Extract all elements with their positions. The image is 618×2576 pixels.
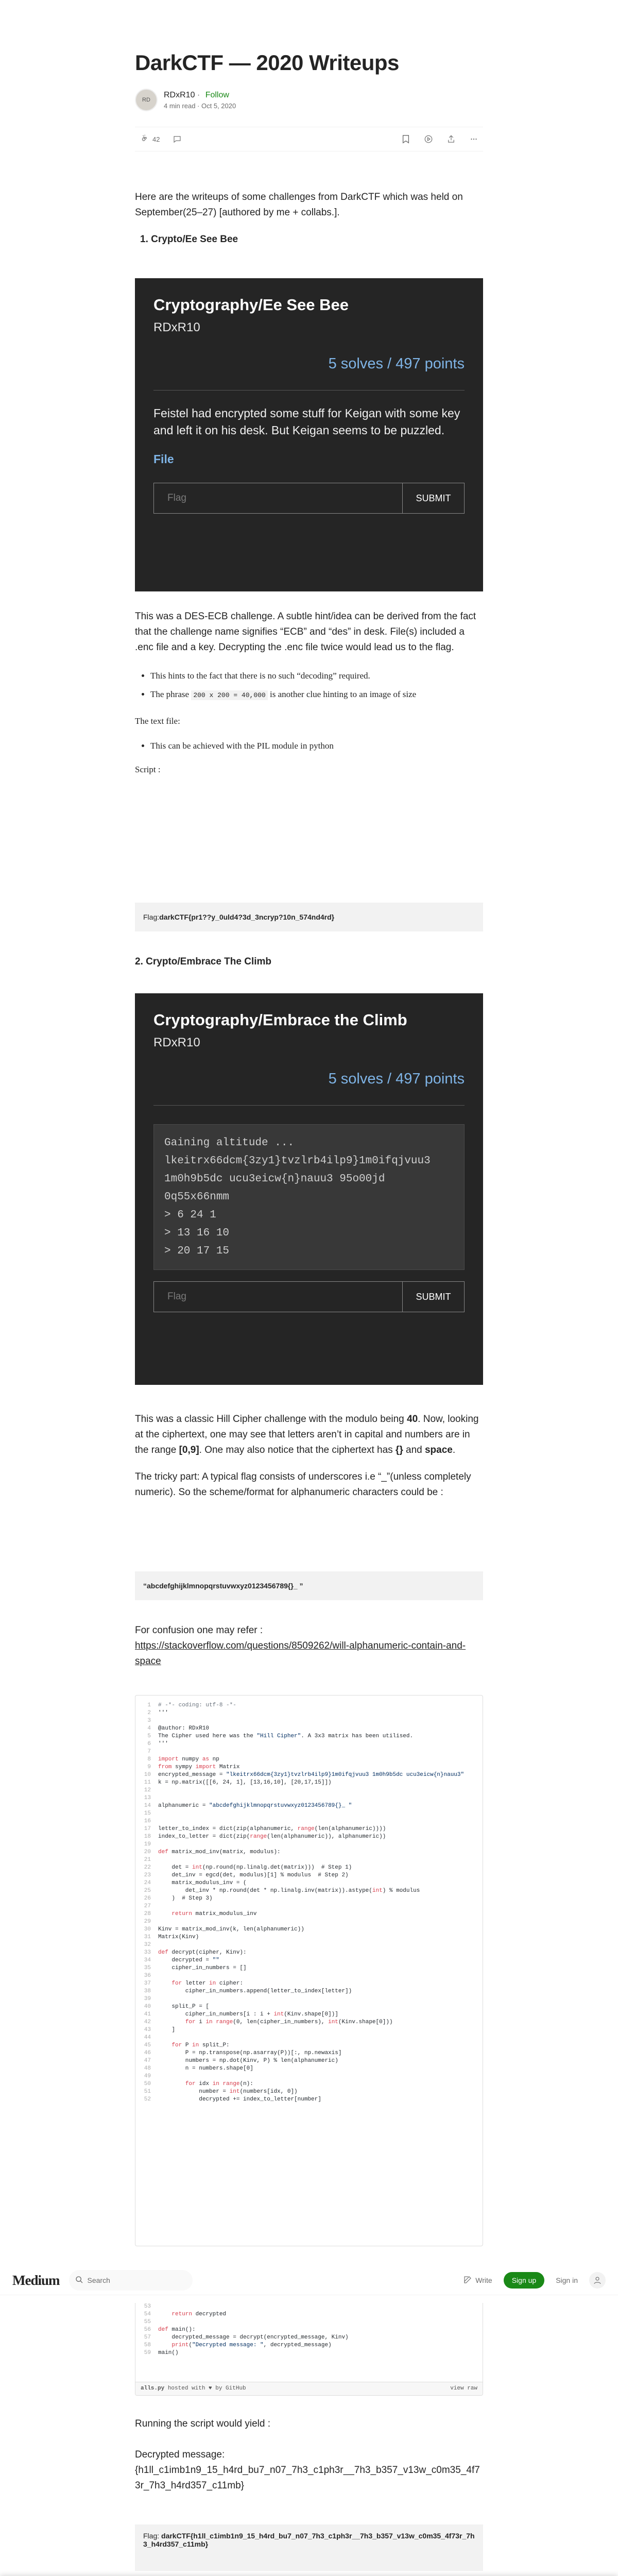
text: 40: [407, 1414, 418, 1425]
code-line: [135, 1856, 483, 1864]
code-line: [135, 1740, 483, 1748]
code-text: import numpy as np: [158, 1756, 219, 1762]
intro-paragraph: Here are the writeups of some challenges from DarkCTF which was held on September(25–27) [authored by me + collabs.].: [135, 192, 463, 218]
code-line: [135, 2026, 483, 2034]
share-icon[interactable]: [446, 134, 456, 144]
hint-bullet-2: [150, 687, 483, 703]
line-number: 42: [144, 2019, 151, 2025]
code-line: [135, 1949, 483, 1957]
code-line: [135, 1787, 483, 1794]
separator-dot: ·: [197, 90, 200, 99]
line-number: 14: [144, 1803, 151, 1809]
code-line: [135, 1980, 483, 1988]
code-text: return decrypted: [171, 2311, 227, 2317]
challenge-card-2: [135, 993, 483, 1385]
code-line: [135, 2349, 483, 2357]
code-text: Matrix(Kinv): [158, 1934, 199, 1940]
code-line: [135, 1872, 483, 1879]
line-number: 25: [144, 1888, 151, 1894]
challenge-terminal: [153, 1124, 465, 1270]
line-number: 3: [147, 1718, 151, 1724]
listen-icon[interactable]: [423, 134, 434, 144]
code-line: [135, 1910, 483, 1918]
line-number: 12: [144, 1787, 151, 1793]
code-text: cipher_in_numbers[i : i + int(Kinv.shape[0])]: [158, 2011, 338, 2018]
code-line: [135, 1794, 483, 1802]
line-number: 16: [144, 1818, 151, 1824]
code-text: for idx in range(n):: [185, 2081, 253, 2087]
section-heading-2: [135, 954, 483, 970]
code-text: number = int(numbers[idx, 0]): [158, 2089, 298, 2095]
author-avatar[interactable]: RD: [135, 89, 158, 111]
code-text: numbers = np.dot(Kinv, P) % len(alphanumeric): [158, 2058, 338, 2064]
hint-bullet-3: • This can be achieved with the PIL module in python: [150, 739, 483, 753]
code-line: [135, 1972, 483, 1980]
article-title: DarkCTF — 2020 Writeups: [135, 50, 399, 75]
code-line: [135, 1887, 483, 1895]
line-number: 57: [144, 2334, 151, 2341]
code-line: [135, 1802, 483, 1810]
code-line: [135, 1957, 483, 1964]
code-line: [135, 2311, 483, 2318]
code-text: cipher_in_numbers = []: [158, 1965, 247, 1971]
code-text: main(): [158, 2350, 179, 2356]
text: [0,9]: [179, 1445, 199, 1455]
challenge-2-writeup: [135, 1412, 483, 1500]
code-line: [135, 1849, 483, 1856]
gist-footer: [135, 2382, 483, 2395]
line-number: 13: [144, 1795, 151, 1801]
line-number: 9: [147, 1764, 151, 1770]
refer-text: For confusion one may refer :: [135, 1625, 263, 1636]
author-name[interactable]: RDxR10: [164, 90, 195, 99]
line-number: 28: [144, 1911, 151, 1917]
code-line: [135, 1841, 483, 1849]
decrypted-section: [135, 2416, 483, 2494]
section-number: 2.: [135, 956, 143, 967]
submit-button[interactable]: SUBMIT: [402, 1282, 464, 1312]
line-number: 50: [144, 2081, 151, 2087]
flag-block-1: [135, 903, 483, 931]
flag-form: [153, 483, 465, 514]
code-line: [135, 1941, 483, 1949]
code-line: [135, 2034, 483, 2042]
code-text: letter_to_index = dict(zip(alphanumeric, range(len(alphanumeric)))): [158, 1826, 386, 1832]
challenge-author: RDxR10: [153, 320, 200, 334]
code-line: [135, 2011, 483, 2019]
code-text: def decrypt(cipher, Kinv):: [158, 1950, 247, 1956]
code-text: ''': [158, 1710, 168, 1716]
decrypted-message: {h1ll_c1imb1n9_15_h4rd_bu7_n07_7h3_c1ph3r__7h3_b357_v13w_c0m35_4f73r_7h3_h4rd357_c11mb}: [135, 2465, 480, 2491]
code-line: [135, 2303, 483, 2311]
text: . Now, looking at the ciphertext, one may see that letters aren’t in capital and numbers are in the range: [135, 1414, 479, 1455]
code-line: [135, 2042, 483, 2049]
flag-value: darkCTF{h1ll_c1imb1n9_15_h4rd_bu7_n07_7h3_c1ph3r__7h3_b357_v13w_c0m35_4f73r_7h3_h4rd357_c11mb}: [143, 2532, 475, 2548]
line-number: 40: [144, 2004, 151, 2010]
code-text: k = np.matrix([[6, 24, 1], [13,16,10], [20,17,15]]): [158, 1780, 332, 1786]
code-text: from sympy import Matrix: [158, 1764, 240, 1770]
code-text: decrypted += index_to_letter[number]: [158, 2096, 321, 2103]
code-text: alphanumeric = "abcdefghijklmnopqrstuvwxyz0123456789{}_ ": [158, 1803, 352, 1809]
code-text: split_P = [: [158, 2004, 210, 2010]
code-text: det = int(np.round(np.linalg.det(matrix))) # Step 1): [158, 1865, 352, 1871]
code-line: [135, 1756, 483, 1764]
code-line: [135, 2065, 483, 2073]
code-line: [135, 1725, 483, 1733]
file-link[interactable]: File: [153, 452, 174, 466]
gist-code: [135, 2303, 483, 2357]
line-number: 34: [144, 1957, 151, 1963]
line-number: 38: [144, 1988, 151, 1994]
bullet-text: The phrase: [150, 689, 192, 699]
line-number: 52: [144, 2096, 151, 2103]
clap-icon[interactable]: [139, 134, 149, 144]
challenge-1-writeup: [135, 609, 483, 775]
line-number: 26: [144, 1895, 151, 1902]
code-text: det_inv * np.round(det * np.linalg.inv(matrix)).astype(int) % modulus: [158, 1888, 420, 1894]
running-text: Running the script would yield :: [135, 2418, 270, 2429]
gist-code: [135, 1702, 483, 2104]
code-line: [135, 1748, 483, 1756]
line-number: 41: [144, 2011, 151, 2018]
code-text: return matrix_modulus_inv: [171, 1911, 257, 1917]
line-number: 58: [144, 2342, 151, 2348]
publish-date: Oct 5, 2020: [201, 101, 236, 110]
action-bar: [135, 127, 483, 151]
line-number: 22: [144, 1865, 151, 1871]
line-number: 15: [144, 1810, 151, 1817]
article-header: [135, 49, 483, 151]
challenge-title: Cryptography/Embrace the Climb: [153, 1011, 407, 1029]
line-number: 1: [147, 1702, 151, 1708]
line-number: 45: [144, 2042, 151, 2048]
terminal-line: 0q55x66nmm: [164, 1191, 230, 1203]
line-number: 20: [144, 1849, 151, 1855]
more-icon[interactable]: [469, 134, 479, 144]
medium-topbar: [0, 2266, 618, 2295]
code-line: [135, 1818, 483, 1825]
code-line: [135, 1733, 483, 1740]
challenge-description: Feistel had encrypted some stuff for Keigan with some key and left it on his desk. But Keigan seems to be puzzled.: [153, 406, 460, 437]
line-number: 2: [147, 1710, 151, 1716]
line-number: 56: [144, 2327, 151, 2333]
terminal-line: 1m0h9b5dc ucu3eicw{n}nauu3 95o00jd: [164, 1173, 385, 1185]
stackoverflow-link[interactable]: https://stackoverflow.com/questions/8509262/will-alphanumeric-contain-and-space: [135, 1640, 466, 1667]
code-text: P = np.transpose(np.asarray(P))[:, np.newaxis]: [158, 2050, 342, 2056]
signin-link[interactable]: Sign in: [556, 2276, 578, 2284]
code-line: [135, 2342, 483, 2349]
flag-block-2: [135, 2524, 483, 2571]
script-label: Script :: [135, 765, 161, 774]
flag-value: darkCTF{pr1??y_0uld4?3d_3ncryp?10n_574nd4rd}: [159, 913, 335, 921]
code-line: [135, 2326, 483, 2334]
code-text: det_inv = egcd(det, modulus)[1] % modulus # Step 2): [158, 1872, 349, 1878]
code-line: [135, 1903, 483, 1910]
flag-input[interactable]: Flag: [167, 1291, 186, 1302]
code-line: [135, 1918, 483, 1926]
line-number: 7: [147, 1749, 151, 1755]
view-raw-link[interactable]: view raw: [450, 2385, 477, 2392]
gist-filename[interactable]: alls.py: [141, 2385, 165, 2392]
line-number: 51: [144, 2089, 151, 2095]
code-line: [135, 1926, 483, 1934]
code-line: [135, 1879, 483, 1887]
text: space: [424, 1445, 453, 1455]
inline-code: 200 x 200 = 40,000: [191, 690, 267, 700]
comment-icon[interactable]: [172, 134, 182, 144]
text: {}: [395, 1445, 403, 1455]
line-number: 59: [144, 2350, 151, 2356]
line-number: 18: [144, 1834, 151, 1840]
code-line: [135, 1864, 483, 1872]
line-number: 24: [144, 1880, 151, 1886]
terminal-line: > 20 17 15: [164, 1245, 230, 1257]
code-text: @author: RDxR10: [158, 1725, 210, 1732]
line-number: 43: [144, 2027, 151, 2033]
challenge-solves: 5 solves / 497 points: [328, 355, 465, 372]
flag-input[interactable]: Flag: [167, 493, 186, 503]
section-title: Crypto/Embrace The Climb: [146, 956, 272, 967]
code-text: Kinv = matrix_mod_inv(k, len(alphanumeric)): [158, 1926, 304, 1933]
terminal-line: > 6 24 1: [164, 1209, 216, 1221]
search-bar[interactable]: [69, 2270, 193, 2291]
code-line: [135, 1895, 483, 1903]
code-line: [135, 1833, 483, 1841]
write-label: Write: [475, 2276, 492, 2284]
code-line: [135, 1964, 483, 1972]
bullet-text: is another clue hinting to an image of size: [267, 689, 417, 699]
decrypted-label: Decrypted message:: [135, 2449, 225, 2460]
intro-section: [135, 190, 483, 247]
refer-section: [135, 1623, 483, 1669]
flag-form: [153, 1281, 465, 1312]
text-file-label: The text file:: [135, 716, 180, 726]
follow-link[interactable]: Follow: [205, 90, 229, 99]
line-number: 21: [144, 1857, 151, 1863]
line-number: 4: [147, 1725, 151, 1732]
section-2-heading-wrap: [135, 954, 483, 970]
line-number: 54: [144, 2311, 151, 2317]
writeup-paragraph: This was a DES-ECB challenge. A subtle hint/idea can be derived from the fact that the challenge name signifies “ECB” and “des” in desk. File(s) included a .enc file and a key. Decrypting the .enc file twice would lead us to the flag.: [135, 611, 476, 653]
code-line: [135, 1995, 483, 2003]
line-number: 19: [144, 1841, 151, 1848]
text: and: [403, 1445, 425, 1455]
code-text: The Cipher used here was the "Hill Cipher". A 3x3 matrix has been utilised.: [158, 1733, 414, 1739]
code-text: index_to_letter = dict(zip(range(len(alphanumeric)), alphanumeric)): [158, 1834, 386, 1840]
code-text: def main():: [158, 2327, 196, 2333]
line-number: 6: [147, 1741, 151, 1747]
line-number: 27: [144, 1903, 151, 1909]
line-number: 30: [144, 1926, 151, 1933]
code-text: matrix_modulus_inv = (: [158, 1880, 247, 1886]
code-line: [135, 2080, 483, 2088]
line-number: 48: [144, 2065, 151, 2072]
terminal-line: lkeitrx66dcm{3zy1}tvzlrb4ilp9}1m0ifqjvuu3: [164, 1155, 431, 1167]
line-number: 35: [144, 1965, 151, 1971]
challenge-solves: 5 solves / 497 points: [328, 1071, 465, 1087]
code-line: [135, 1709, 483, 1717]
code-text: print("Decrypted message: ", decrypted_message): [171, 2342, 332, 2348]
text: This was a classic Hill Cipher challenge with the modulo being: [135, 1414, 407, 1425]
code-line: [135, 1702, 483, 1709]
code-line: [135, 2049, 483, 2057]
line-number: 8: [147, 1756, 151, 1762]
code-line: [135, 2073, 483, 2080]
line-number: 44: [144, 2035, 151, 2041]
code-text: decrypted = "": [158, 1957, 219, 1963]
code-line: [135, 2019, 483, 2026]
code-line: [135, 1810, 483, 1818]
text: . One may also notice that the ciphertext has: [199, 1445, 396, 1455]
line-number: 32: [144, 1942, 151, 1948]
submit-button[interactable]: SUBMIT: [402, 483, 464, 513]
line-number: 49: [144, 2073, 151, 2079]
alphabet-block: “abcdefghijklmnopqrstuvwxyz0123456789{}_ ”: [135, 1571, 483, 1600]
line-number: 23: [144, 1872, 151, 1878]
code-text: # -*- coding: utf-8 -*-: [158, 1702, 236, 1708]
signup-button[interactable]: Sign up: [504, 2272, 544, 2289]
challenge-card-1: [135, 278, 483, 591]
user-icon[interactable]: [589, 2272, 606, 2289]
write-icon: [463, 2275, 472, 2286]
flag-label: Flag:: [143, 2532, 162, 2540]
line-number: 33: [144, 1950, 151, 1956]
code-line: [135, 1779, 483, 1787]
write-link[interactable]: [463, 2275, 492, 2286]
line-number: 5: [147, 1733, 151, 1739]
code-text: ) # Step 3): [158, 1895, 213, 1902]
code-text: n = numbers.shape[0]: [158, 2065, 253, 2072]
code-line: [135, 2003, 483, 2011]
bookmark-icon[interactable]: [401, 134, 411, 144]
hint-bullet-1: • This hints to the fact that there is no such “decoding” required.: [150, 669, 483, 683]
line-number: 10: [144, 1772, 151, 1778]
line-number: 31: [144, 1934, 151, 1940]
line-number: 55: [144, 2319, 151, 2325]
line-number: 46: [144, 2050, 151, 2056]
separator-dot: ·: [197, 101, 200, 110]
code-line: [135, 2057, 483, 2065]
line-number: 37: [144, 1980, 151, 1987]
gist-hosted: hosted with ♥ by GitHub: [167, 2385, 246, 2392]
code-line: [135, 2096, 483, 2104]
code-line: [135, 1988, 483, 1995]
search-icon: [75, 2276, 83, 2285]
read-time: 4 min read: [164, 101, 196, 110]
code-line: [135, 2088, 483, 2096]
code-line: [135, 1764, 483, 1771]
code-line: [135, 1771, 483, 1779]
code-line: [135, 1825, 483, 1833]
line-number: 47: [144, 2058, 151, 2064]
flag-label: Flag:: [143, 913, 160, 921]
medium-logo[interactable]: Medium: [12, 2272, 60, 2288]
writeup-paragraph-1: [135, 1412, 483, 1458]
code-text: for i in range(0, len(cipher_in_numbers), int(Kinv.shape[0])): [185, 2019, 393, 2025]
code-line: [135, 1934, 483, 1941]
line-number: 29: [144, 1919, 151, 1925]
line-number: 36: [144, 1973, 151, 1979]
code-gist: [135, 1695, 483, 2246]
text: .: [452, 1445, 456, 1455]
writeup-paragraph-2: The tricky part: A typical flag consists of underscores i.e “_”(unless completely numeric). So the scheme/format for alphanumeric characters could be :: [135, 1471, 471, 1498]
terminal-line: Gaining altitude ...: [164, 1137, 295, 1149]
code-line: [135, 2318, 483, 2326]
challenge-author: RDxR10: [153, 1036, 200, 1049]
line-number: 17: [144, 1826, 151, 1832]
code-text: for letter in cipher:: [171, 1980, 244, 1987]
line-number: 11: [144, 1780, 151, 1786]
code-text: ]: [158, 2027, 176, 2033]
code-line: [135, 1717, 483, 1725]
code-line: [135, 2334, 483, 2342]
search-placeholder: Search: [87, 2276, 110, 2284]
clap-count: 42: [152, 135, 160, 143]
terminal-line: > 13 16 10: [164, 1227, 230, 1239]
code-gist-tail: [135, 2303, 483, 2396]
section-title: Crypto/Ee See Bee: [151, 234, 238, 245]
code-text: encrypted_message = "lkeitrx66dcm{3zy1}tvzlrb4ilp9}1m0ifqjvuu3 1m0h9b5dc ucu3eicw{n}nauu3": [158, 1772, 465, 1778]
line-number: 39: [144, 1996, 151, 2002]
line-number: 53: [144, 2303, 151, 2310]
code-text: cipher_in_numbers.append(letter_to_index[letter]): [158, 1988, 352, 1994]
code-text: decrypted_message = decrypt(encrypted_message, Kinv): [158, 2334, 349, 2341]
byline: [135, 89, 483, 111]
challenge-title: Cryptography/Ee See Bee: [153, 296, 349, 314]
section-number: 1.: [140, 234, 148, 245]
code-text: ''': [158, 1741, 168, 1747]
code-text: for P in split_P:: [171, 2042, 230, 2048]
code-text: def matrix_mod_inv(matrix, modulus):: [158, 1849, 281, 1855]
section-heading-1: [135, 232, 483, 247]
